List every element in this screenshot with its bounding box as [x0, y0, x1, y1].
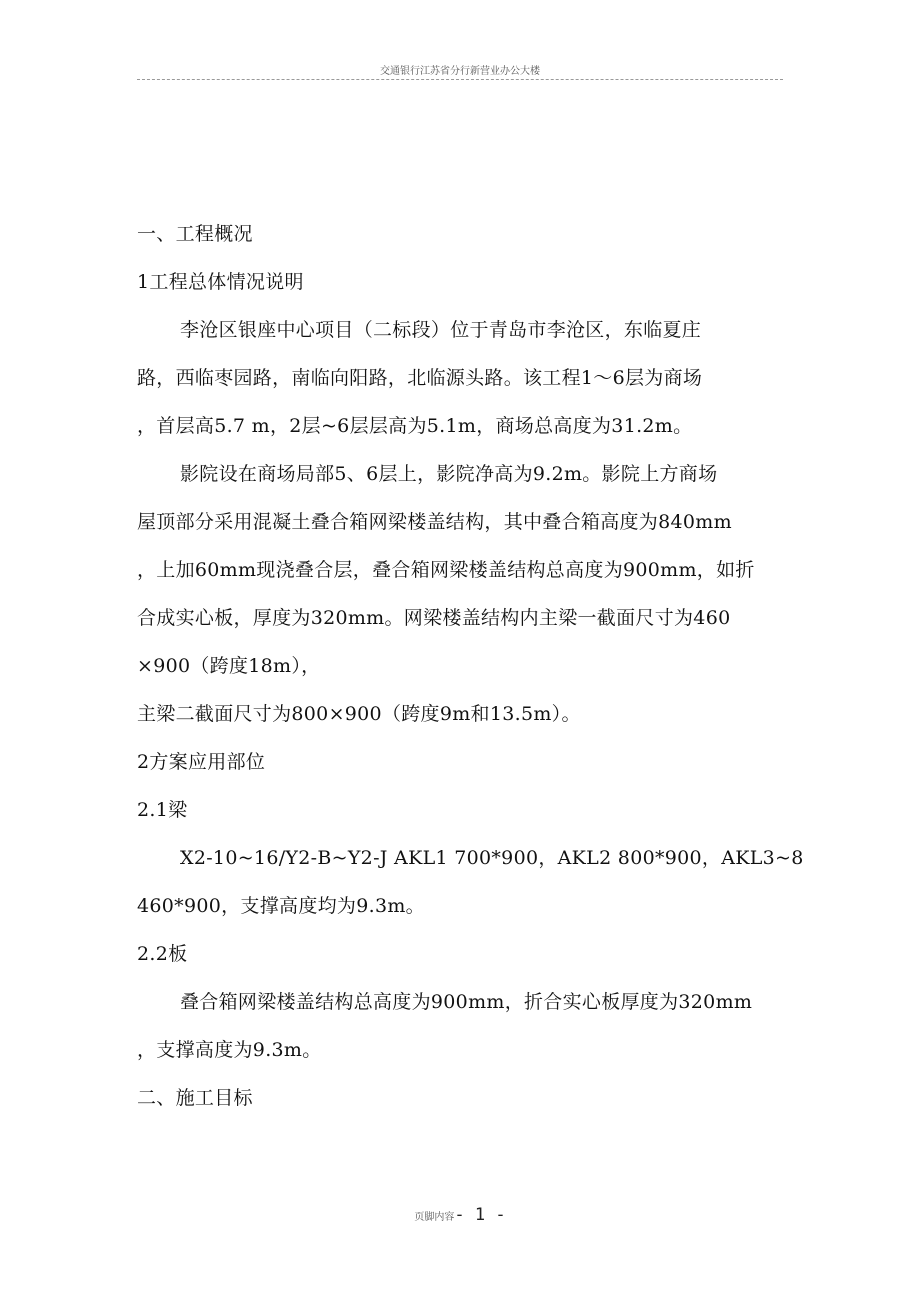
paragraph-line: ，支撑高度为9.3m。 — [137, 1039, 322, 1061]
footer-label: 页脚内容 — [414, 1212, 455, 1223]
header-divider — [137, 79, 783, 80]
paragraph-line: 影院设在商场局部5、6层上，影院净高为9.2m。影院上方商场 — [180, 463, 718, 485]
paragraph-line: 叠合箱网梁楼盖结构总高度为900mm，折合实心板厚度为320mm — [180, 991, 753, 1013]
paragraph-line: 屋顶部分采用混凝土叠合箱网梁楼盖结构，其中叠合箱高度为840mm — [137, 511, 732, 533]
subsection-heading-slab: 2.2板 — [137, 943, 188, 965]
paragraph-line: ，首层高5.7 m，2层~6层层高为5.1m，商场总高度为31.2m。 — [137, 415, 693, 437]
paragraph-line: ，上加60mm现浇叠合层，叠合箱网梁楼盖结构总高度为900mm，如折 — [137, 559, 755, 581]
paragraph-line: 路，西临枣园路，南临向阳路，北临源头路。该工程1～6层为商场 — [137, 367, 703, 389]
section-heading-goals: 二、施工目标 — [137, 1087, 253, 1109]
subsection-heading-beam: 2.1梁 — [137, 799, 188, 821]
paragraph-line: 460*900，支撑高度均为9.3m。 — [137, 895, 425, 917]
page-number: - 1 - — [454, 1205, 506, 1225]
subsection-heading-general: 1工程总体情况说明 — [137, 271, 304, 293]
paragraph-line: 主梁二截面尺寸为800×900（跨度9m和13.5m）。 — [137, 703, 581, 725]
paragraph-line: X2-10~16/Y2-B~Y2-J AKL1 700*900，AKL2 800*900，AKL3~8 — [180, 847, 804, 869]
paragraph-line: 合成实心板，厚度为320mm。网梁楼盖结构内主梁一截面尺寸为460 — [137, 607, 731, 629]
paragraph-line: 李沧区银座中心项目（二标段）位于青岛市李沧区，东临夏庄 — [180, 319, 702, 341]
paragraph-line: ×900（跨度18m）， — [137, 655, 321, 677]
subsection-heading-scope: 2方案应用部位 — [137, 751, 266, 773]
page-footer — [0, 1205, 920, 1225]
page-header: 交通银行江苏省分行新营业办公大楼 — [380, 66, 540, 77]
section-heading-overview: 一、工程概况 — [137, 223, 253, 245]
